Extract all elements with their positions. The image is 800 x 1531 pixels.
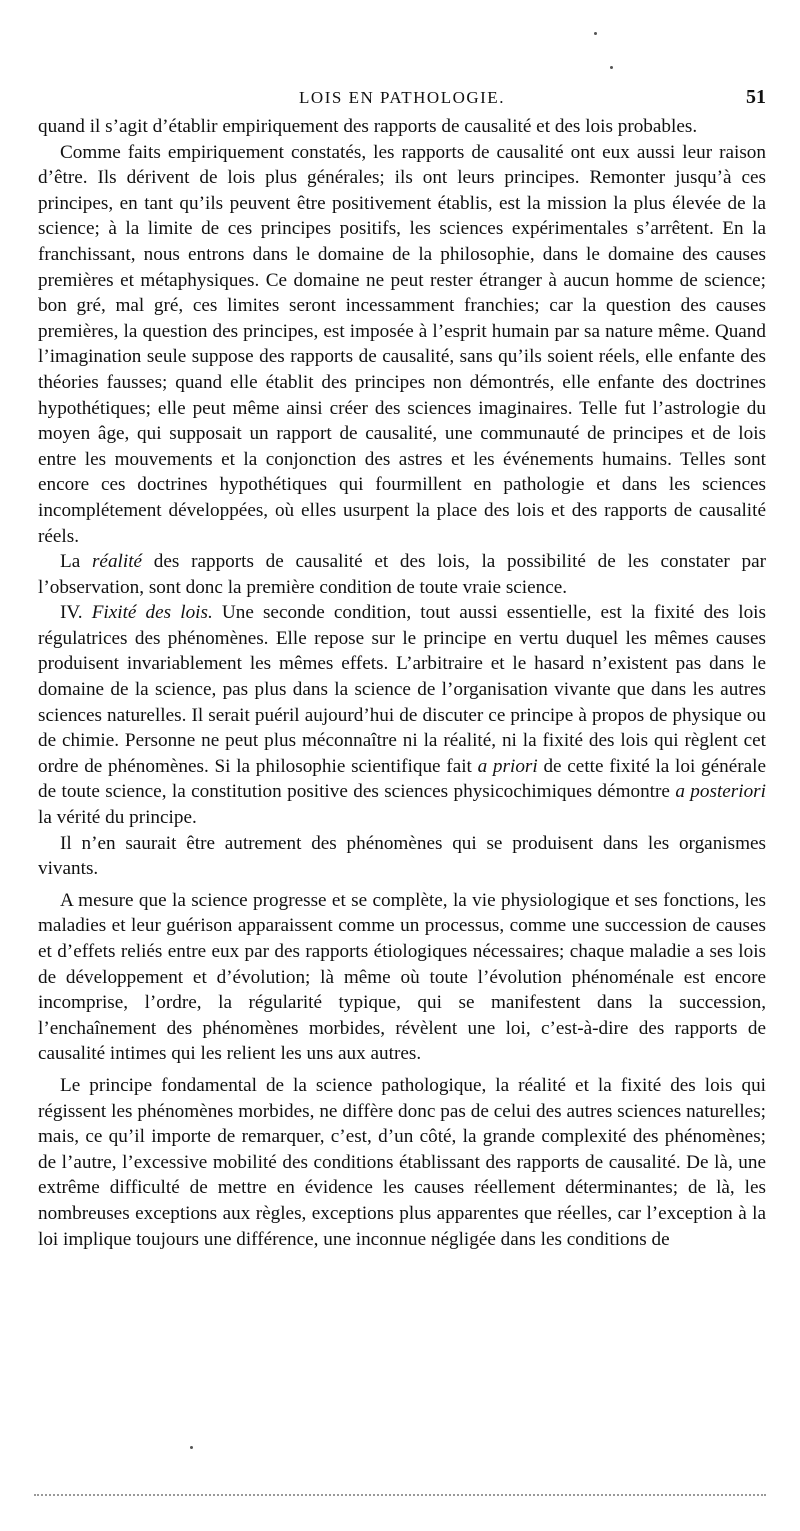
text-segment: quand il s’agit d’établir empiriquement des rapports de causalité et des lois probables. bbox=[38, 116, 698, 137]
page-header bbox=[38, 84, 766, 114]
text-segment: Le principe fondamental de la science pathologique, la réalité et la fixité des lois qui régissent les phénomènes morbides, ne diffère donc pas de celui des autres sciences naturelles; mais, ce qu’il importe de remarquer, c’est, d’un côté, la grande complexité des phénomènes; de l’autre, l’excessive mobilité des conditions établissant des rapports de causalité. De là, une extrême difficulté de mettre en évidence les causes réellement déterminantes; de là, les nombreuses exceptions aux règles, exceptions plus apparentes que réelles, car l’exception à la loi implique toujours une différence, une inconnue négligée dans les conditions de bbox=[38, 1074, 766, 1250]
section-heading: Fixité des lois. bbox=[91, 602, 213, 624]
text-segment: Comme faits empiriquement constatés, les rapports de causalité ont eux aussi leur raison d’être. Ils dérivent de lois plus générales; ils ont leurs principes. Remonter jusqu’à ces principes, en tant qu’ils peuvent être positivement établis, est la mission la plus élevée de la science; à la limite de ces principes positifs, les sciences expérimentales s’arrêtent. En la franchissant, nous entrons dans le domaine de la philosophie, dans le domaine des causes premières et métaphysiques. Ce domaine ne peut rester étranger à aucun homme de science; bon gré, mal gré, ces limites seront incessamment franchies; car la question des causes premières, la question des principes, est imposée à l’esprit humain par sa nature même. Quand l’imagination seule suppose des rapports de causalité, sans qu’ils soient réels, elle enfante des théories fausses; quand elle établit des principes non démontrés, elle enfante des doctrines hypothétiques; elle peut même ainsi créer des sciences imaginaires. Telle fut l’astrologie du moyen âge, qui supposait un rapport de causalité, une communauté de principes et de lois entre les mouvements et la conjonction des astres et les événements humains. Telles sont encore ces doctrines hypothétiques qui fourmillent en pathologie et dans les sciences incomplétement développées, où elles usurpent la place des lois et des rapports de causalité réels. bbox=[38, 141, 766, 547]
text-segment: la vérité du principe. bbox=[38, 807, 197, 829]
scan-speck bbox=[594, 32, 597, 35]
text-segment: A mesure que la science progresse et se complète, la vie physiologique et ses fonctions, les maladies et leur guérison apparaissent comme un processus, comme une succession de causes et d’effets reliés entre eux par des rapports étiologiques nécessaires; chaque maladie a ses lois de développement et d’évolution; là même où toute l’évolution phénoménale est encore incomprise, l’ordre, la régularité typique, qui se manifestent dans la succession, l’enchaînement des phénomènes morbides, révèlent une loi, c’est-à-dire des rapports de causalité intimes qui les relient les uns aux autres. bbox=[38, 889, 766, 1065]
body-text bbox=[38, 114, 766, 1252]
italic-term: a priori bbox=[477, 755, 538, 777]
scan-speck bbox=[610, 66, 613, 69]
scan-speck bbox=[190, 1446, 193, 1449]
running-title: LOIS EN PATHOLOGIE. bbox=[299, 88, 505, 107]
paragraph bbox=[38, 549, 766, 600]
paragraph bbox=[38, 1073, 766, 1252]
paragraph bbox=[38, 140, 766, 550]
text-segment: des rapports de causalité et des lois, la possibilité de les constater par l’observation, sont donc la première condition de toute vraie science. bbox=[38, 551, 766, 598]
italic-term: réalité bbox=[91, 551, 143, 573]
text-segment: Il n’en saurait être autrement des phénomènes qui se produisent dans les organismes vivants. bbox=[38, 832, 766, 880]
document-page bbox=[38, 84, 766, 1252]
text-segment: de cette fixité la loi générale de toute science, la constitution positive des sciences physicochimiques démontre bbox=[38, 755, 766, 803]
scan-bottom-rule bbox=[34, 1494, 766, 1498]
paragraph bbox=[38, 600, 766, 830]
page-number: 51 bbox=[746, 86, 766, 108]
paragraph bbox=[38, 888, 766, 1067]
section-number: IV. bbox=[60, 602, 92, 624]
italic-term: a posteriori bbox=[675, 781, 766, 803]
paragraph bbox=[38, 831, 766, 882]
text-segment: Une seconde condition, tout aussi essentielle, est la fixité des lois régulatrices des phénomènes. Elle repose sur le principe en vertu duquel les mêmes causes produisent invariablement les mêmes effets. L’arbitraire et le hasard n’existent pas dans le domaine de la science, pas plus dans la science de l’organisation vivante que dans les autres sciences naturelles. Il serait puéril aujourd’hui de discuter ce principe à propos de physique ou de chimie. Personne ne peut plus méconnaître ni la réalité, ni la fixité des lois qui règlent cet ordre de phénomènes. Si la philosophie scientifique fait bbox=[38, 602, 766, 777]
text-segment: La bbox=[60, 551, 92, 573]
paragraph bbox=[38, 114, 766, 140]
